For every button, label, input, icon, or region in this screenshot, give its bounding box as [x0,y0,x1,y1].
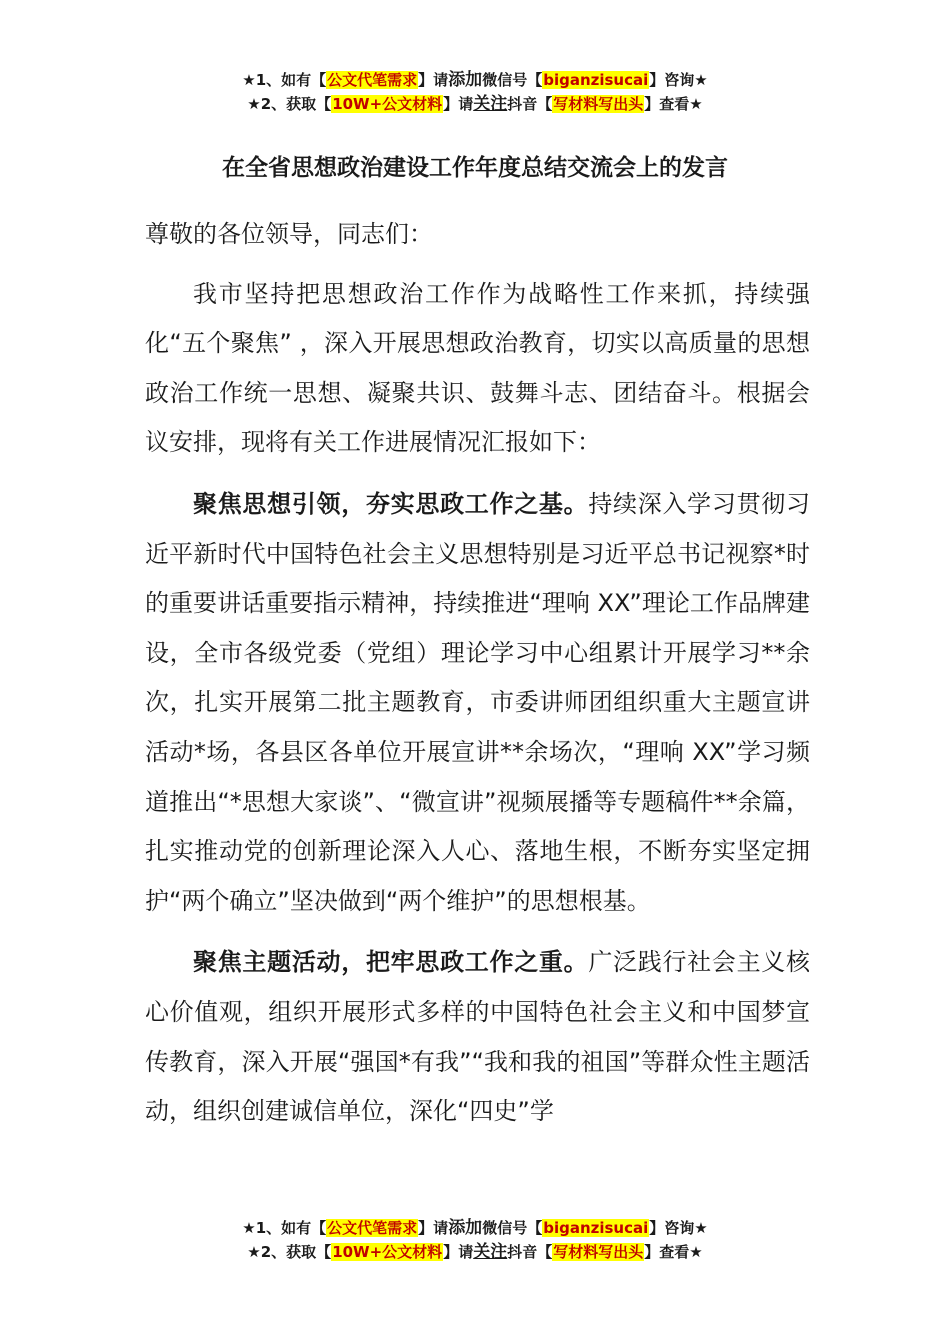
banner-line1-emph: 添加 [448,70,483,90]
section-1-paragraph [145,480,810,926]
banner-line1-emph: 添加 [448,1218,483,1238]
banner-line1-highlight-service: 公文代笔需求 [327,1219,418,1237]
section-2-paragraph [145,938,810,1136]
section-2-body: 广泛践行社会主义核心价值观，组织开展形式多样的中国特色社会主义和中国梦宣传教育，深入开展“强国*有我”“我和我的祖国”等群众性主题活动，组织创建诚信单位，深化“四史”学 [145,948,811,1126]
top-banner [0,68,950,116]
banner-line2-highlight-douyin: 写材料写出头 [553,1243,644,1261]
document-title: 在全省思想政治建设工作年度总结交流会上的发言 [222,155,728,181]
banner-line1-highlight-wechat: biganzisucai [543,1219,649,1237]
banner-line1-prefix: ★1、如有【 [242,1219,327,1237]
banner-line1-mid2: 微信号【 [482,1219,543,1237]
banner-line2-mid2: 抖音【 [507,1243,553,1261]
banner-line2-highlight-materials: 10W+公文材料 [332,1243,443,1261]
intro-paragraph: 我市坚持把思想政治工作作为战略性工作来抓，持续强化“五个聚焦” ，深入开展思想政治教育，切实以高质量的思想政治工作统一思想、凝聚共识、鼓舞斗志、团结奋斗。根据会议安排，现将有关工作进展情况汇报如下： [145,279,810,457]
banner-line2-suffix: 】查看★ [644,1243,703,1261]
banner-line-2 [0,92,950,116]
banner-line-2-repeat [0,1240,950,1264]
banner-line-1-repeat [0,1216,950,1240]
document-body [145,210,810,1149]
salutation: 尊敬的各位领导，同志们： [145,220,433,248]
banner-line2-highlight-materials: 10W+公文材料 [332,95,443,113]
section-1-lead: 聚焦思想引领，夯实思政工作之基。 [193,489,589,518]
bottom-banner [0,1216,950,1264]
banner-line2-mid1: 】请 [443,1243,474,1261]
banner-line2-prefix: ★2、获取【 [247,1243,332,1261]
banner-line2-emph: 关注 [473,1242,508,1262]
banner-line1-mid1: 】请 [418,71,449,89]
section-2-lead: 聚焦主题活动，把牢思政工作之重。 [193,948,589,977]
banner-line1-prefix: ★1、如有【 [242,71,327,89]
banner-line1-mid2: 微信号【 [482,71,543,89]
banner-line2-highlight-douyin: 写材料写出头 [553,95,644,113]
banner-line2-mid1: 】请 [443,95,474,113]
section-1-body: 持续深入学习贯彻习近平新时代中国特色社会主义思想特别是习近平总书记视察*时的重要讲话重要指示精神，持续推进“理响 XX”理论工作品牌建设，全市各级党委（党组）理论学习中心组累计开展学习**余次，扎实开展第二批主题教育，市委讲师团组织重大主题宣讲活动*场，各县区各单位开展宣讲**余场次，“理响 XX”学习频道推出“*思想大家谈”、“微宣讲”视频展播等专题稿件**余篇，扎实推动党的创新理论深入人心、落地生根，不断夯实坚定拥护“两个确立”坚决做到“两个维护”的思想根基。 [145,489,811,915]
banner-line2-suffix: 】查看★ [644,95,703,113]
banner-line1-highlight-service: 公文代笔需求 [327,71,418,89]
banner-line2-emph: 关注 [473,94,508,114]
banner-line-1 [0,68,950,92]
banner-line2-mid2: 抖音【 [507,95,553,113]
banner-line1-suffix: 】咨询★ [649,71,708,89]
banner-line1-highlight-wechat: biganzisucai [543,71,649,89]
banner-line1-suffix: 】咨询★ [649,1219,708,1237]
banner-line2-prefix: ★2、获取【 [247,95,332,113]
banner-line1-mid1: 】请 [418,1219,449,1237]
